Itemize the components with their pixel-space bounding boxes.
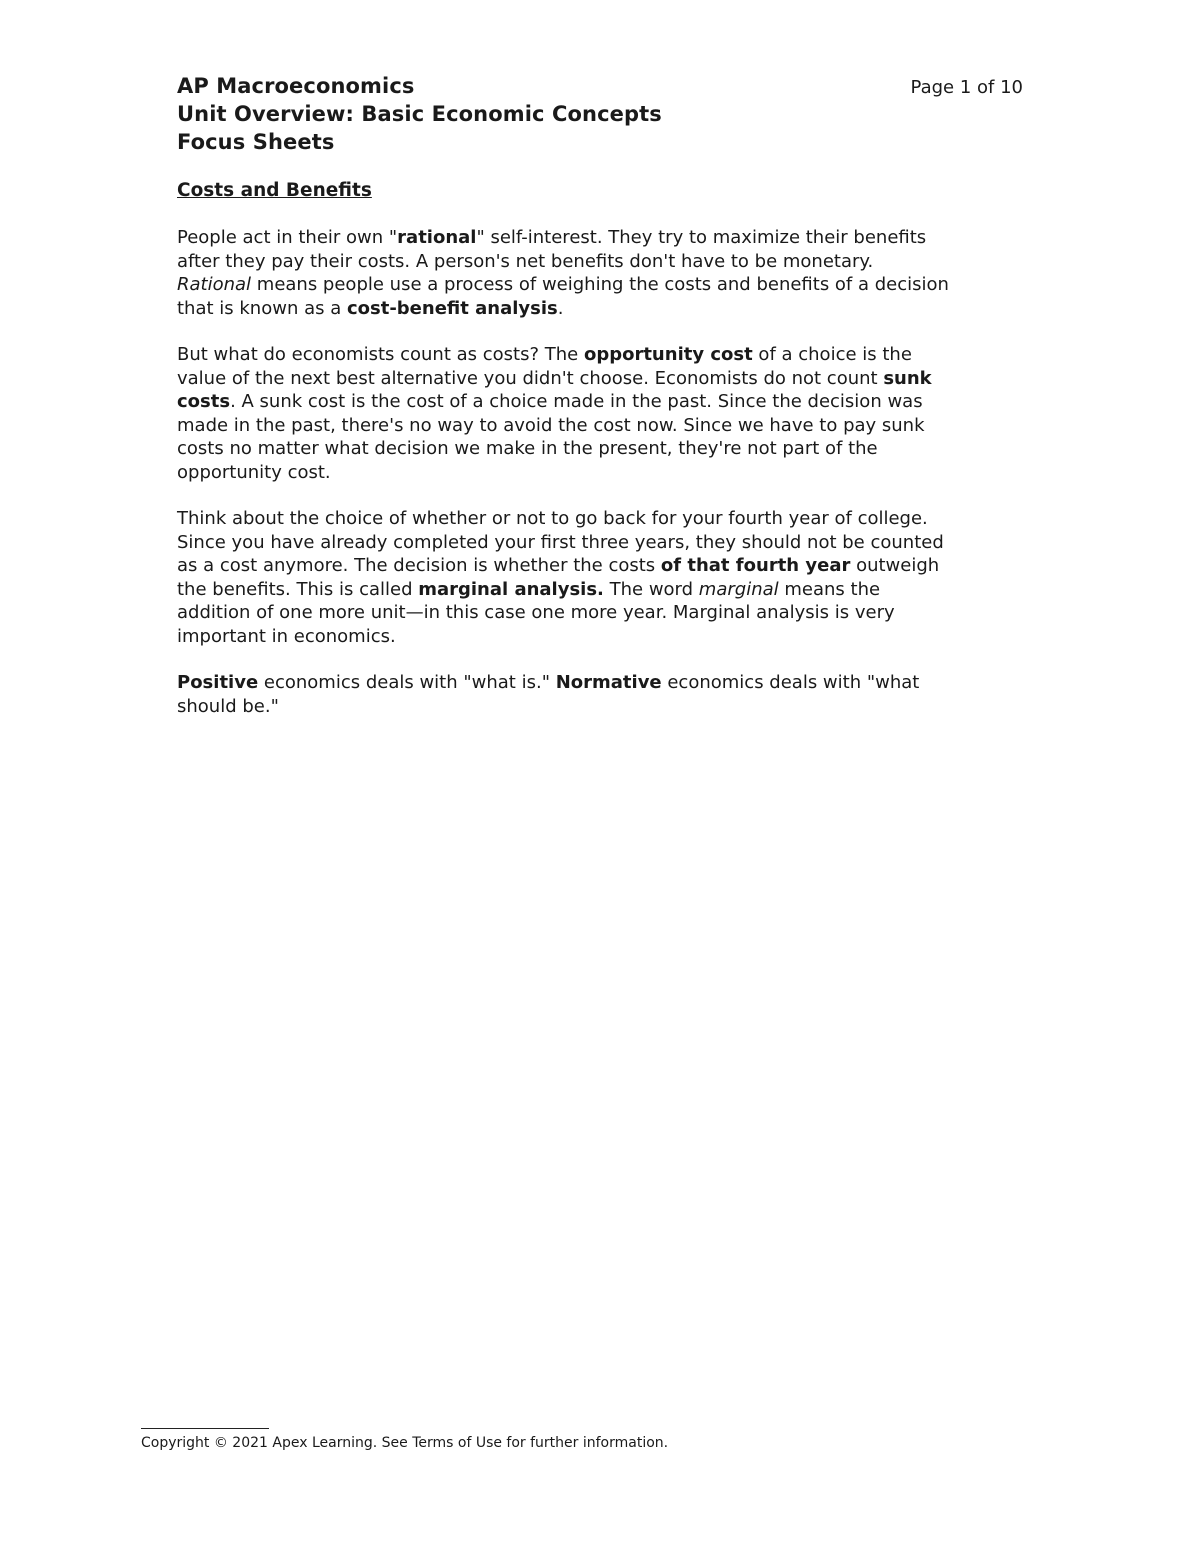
text-line: People act in their own "rational" self-interest. They try to maximize their benefits: [177, 227, 927, 248]
document-footer: [141, 1428, 1041, 1452]
unit-title: Unit Overview: Basic Economic Concepts: [177, 102, 662, 126]
term-positive: Positive: [177, 672, 259, 693]
text-line: Think about the choice of whether or not to go back for your fourth year of college.: [177, 508, 928, 529]
text-line: But what do economists count as costs? The opportunity cost of a choice is the: [177, 344, 912, 365]
document-header: [177, 72, 1027, 156]
term-marginal-analysis: marginal analysis.: [418, 578, 604, 600]
text-line: Since you have already completed your first three years, they should not be counted: [177, 531, 944, 553]
term-costs: costs: [177, 391, 231, 412]
term-rational-italic: Rational: [177, 274, 252, 295]
text-line: should be.": [177, 695, 279, 717]
text-line: costs no matter what decision we make in the present, they're not part of the: [177, 438, 878, 459]
text-line: as a cost anymore. The decision is whether the costs of that fourth year outweigh: [177, 555, 940, 576]
text-line: important in economics.: [177, 625, 396, 647]
text-line: costs. A sunk cost is the cost of a choice made in the past. Since the decision was: [177, 391, 923, 412]
text-line: made in the past, there's no way to avoid the cost now. Since we have to pay sunk: [177, 414, 925, 436]
paragraph-opportunity-cost: [177, 343, 1037, 484]
paragraph-rational-self-interest: [177, 226, 1037, 320]
text-line: value of the next best alternative you didn't choose. Economists do not count sunk: [177, 367, 932, 389]
text-line: Positive economics deals with "what is." Normative economics deals with "what: [177, 672, 920, 693]
page-number: Page 1 of 10: [910, 77, 1023, 98]
term-opportunity-cost: opportunity cost: [583, 344, 753, 365]
paragraph-positive-normative: [177, 671, 1037, 718]
text-line: addition of one more unit—in this case one more year. Marginal analysis is very: [177, 602, 895, 623]
term-normative: Normative: [555, 672, 662, 693]
text-line: opportunity cost.: [177, 461, 331, 483]
text-line: after they pay their costs. A person's net benefits don't have to be monetary.: [177, 250, 874, 272]
document-body: [177, 178, 1037, 741]
section-heading: Costs and Benefits: [177, 180, 372, 201]
text-line: Rational means people use a process of weighing the costs and benefits of a decision: [177, 274, 949, 295]
term-sunk: sunk: [883, 367, 932, 389]
text-line: the benefits. This is called marginal analysis. The word marginal means the: [177, 578, 881, 600]
course-title: AP Macroeconomics: [177, 74, 415, 98]
copyright-notice: Copyright © 2021 Apex Learning. See Terms of Use for further information.: [141, 1435, 669, 1451]
text-line: that is known as a cost-benefit analysis.: [177, 297, 564, 319]
term-rational: rational: [397, 227, 477, 248]
term-fourth-year: of that fourth year: [660, 555, 851, 576]
paragraph-marginal-analysis: [177, 507, 1037, 648]
footnote-divider: [141, 1428, 269, 1429]
term-marginal-italic: marginal: [698, 578, 779, 600]
term-cost-benefit-analysis: cost-benefit analysis: [346, 297, 558, 319]
doc-type-title: Focus Sheets: [177, 130, 335, 154]
